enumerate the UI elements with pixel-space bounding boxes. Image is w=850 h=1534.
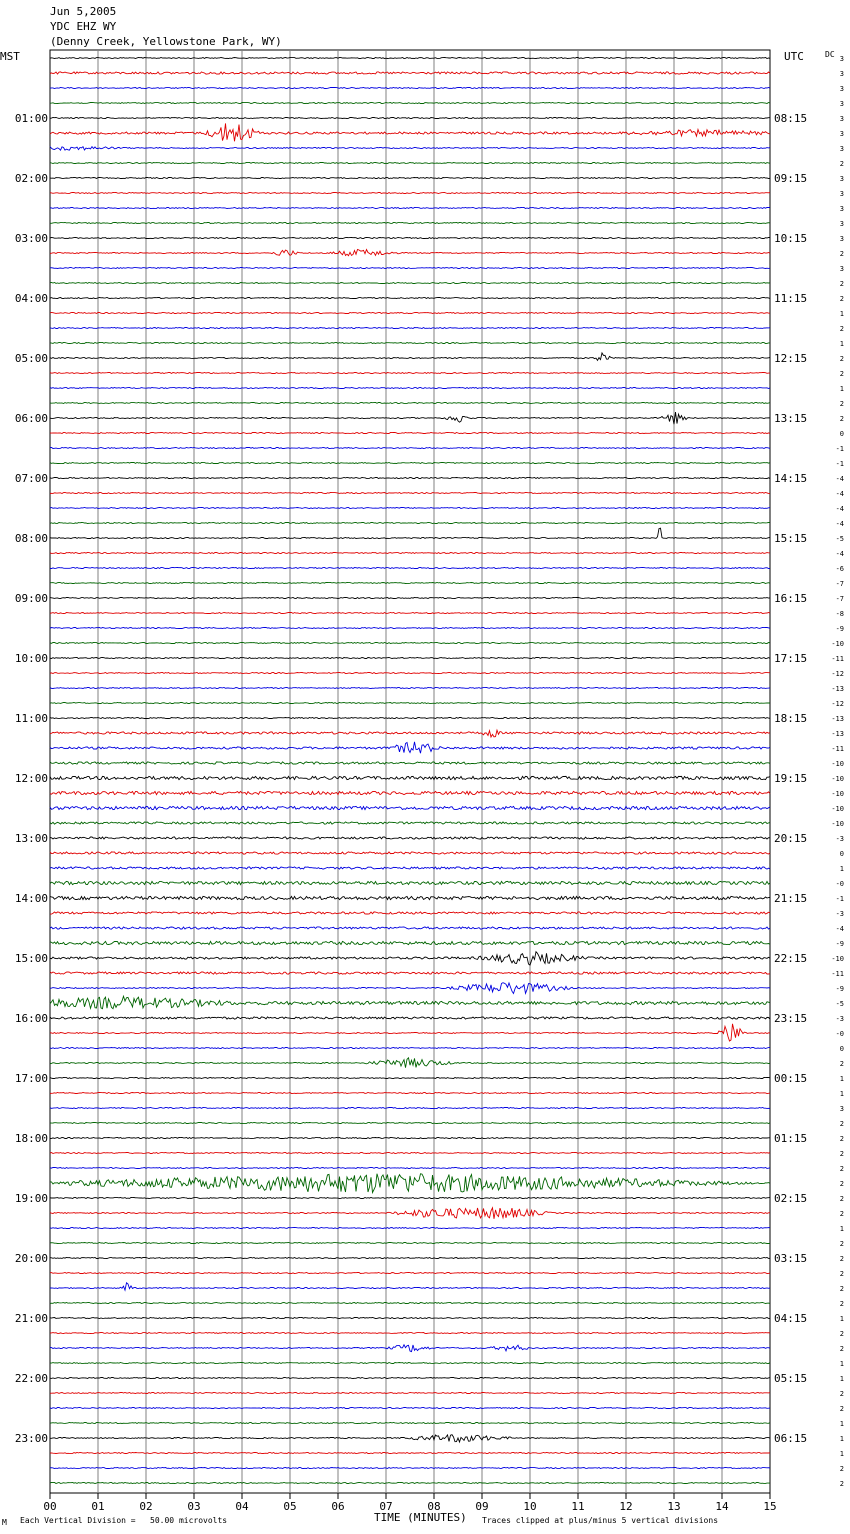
dc-offset-value: 1	[839, 1090, 844, 1098]
seismic-trace	[50, 328, 770, 329]
x-tick-label: 14	[715, 1500, 729, 1513]
seismic-trace	[50, 313, 770, 314]
seismic-trace	[50, 941, 770, 944]
dc-offset-value: 3	[839, 115, 844, 123]
seismic-trace	[50, 822, 770, 824]
seismic-trace	[50, 1017, 770, 1019]
right-hour-label: 04:15	[774, 1312, 808, 1325]
seismic-trace	[50, 1058, 770, 1068]
dc-offset-value: 2	[839, 250, 844, 258]
seismic-trace	[50, 643, 770, 644]
dc-offset-value: -13	[831, 715, 844, 723]
dc-offset-value: 3	[839, 175, 844, 183]
x-tick-label: 03	[187, 1500, 201, 1513]
seismic-trace	[50, 972, 770, 974]
dc-offset-value: -4	[835, 490, 844, 498]
seismic-trace	[50, 118, 770, 119]
dc-offset-value: -9	[835, 940, 844, 948]
seismic-trace	[50, 1048, 770, 1049]
footer-mark: M	[2, 1518, 7, 1527]
dc-offset-value: 2	[839, 370, 844, 378]
seismic-trace	[50, 730, 770, 737]
dc-offset-value: 2	[839, 355, 844, 363]
station-code: YDC EHZ WY	[50, 20, 117, 33]
left-hour-label: 10:00	[14, 652, 48, 665]
dc-offset-value: 2	[839, 325, 844, 333]
seismic-trace	[50, 72, 770, 74]
dc-offset-value: -9	[835, 985, 844, 993]
seismic-trace	[50, 1208, 770, 1219]
seismic-trace	[50, 193, 770, 194]
footer-clip-note: Traces clipped at plus/minus 5 vertical divisions	[482, 1516, 719, 1525]
dc-offset-value: 2	[839, 415, 844, 423]
seismic-trace	[50, 568, 770, 569]
seismic-trace	[50, 1483, 770, 1484]
left-hour-label: 05:00	[14, 352, 48, 365]
seismic-trace	[50, 867, 770, 869]
dc-offset-value: -4	[835, 550, 844, 558]
dc-offset-value: 2	[839, 1270, 844, 1278]
left-hour-label: 06:00	[14, 412, 48, 425]
dc-offset-value: 2	[839, 1390, 844, 1398]
seismic-trace	[50, 268, 770, 269]
seismic-trace	[50, 147, 770, 151]
seismic-trace	[50, 448, 770, 449]
right-hour-label: 18:15	[774, 712, 808, 725]
left-hour-label: 12:00	[14, 772, 48, 785]
dc-offset-value: -10	[831, 790, 844, 798]
dc-offset-value: -7	[835, 595, 844, 603]
dc-offset-value: 2	[839, 1150, 844, 1158]
footer-scale-note: Each Vertical Division = 50.00 microvolts	[20, 1516, 228, 1525]
seismic-trace	[50, 658, 770, 659]
right-hour-label: 23:15	[774, 1012, 808, 1025]
seismic-trace	[50, 952, 770, 965]
seismic-trace	[50, 742, 770, 753]
left-hour-label: 23:00	[14, 1432, 48, 1445]
dc-offset-value: -13	[831, 730, 844, 738]
seismic-trace	[50, 1453, 770, 1454]
seismic-trace	[50, 688, 770, 689]
dc-offset-value: 0	[839, 1045, 844, 1053]
dc-offset-value: 3	[839, 265, 844, 273]
plot-frame	[50, 50, 770, 1493]
x-tick-label: 01	[91, 1500, 105, 1513]
dc-offset-value: 2	[839, 1405, 844, 1413]
right-hour-label: 08:15	[774, 112, 808, 125]
seismic-trace	[50, 493, 770, 494]
dc-offset-value: 1	[839, 1225, 844, 1233]
left-timezone-label: MST	[0, 50, 20, 63]
right-hour-label: 22:15	[774, 952, 808, 965]
dc-offset-value: 1	[839, 1360, 844, 1368]
x-tick-label: 10	[523, 1500, 537, 1513]
seismic-trace	[50, 1174, 770, 1193]
dc-offset-value: -0	[835, 1030, 844, 1038]
seismic-trace	[50, 250, 770, 256]
dc-offset-value: -5	[835, 1000, 844, 1008]
dc-offset-value: 3	[839, 130, 844, 138]
seismic-trace	[50, 996, 770, 1008]
seismic-trace	[50, 88, 770, 89]
seismic-trace	[50, 238, 770, 239]
seismic-trace	[50, 223, 770, 224]
seismic-trace	[50, 1198, 770, 1199]
seismic-trace	[50, 1435, 770, 1442]
dc-offset-value: 2	[839, 1480, 844, 1488]
dc-offset-value: -10	[831, 805, 844, 813]
dc-offset-value: 1	[839, 865, 844, 873]
seismic-trace	[50, 1228, 770, 1229]
right-hour-label: 09:15	[774, 172, 808, 185]
left-hour-label: 03:00	[14, 232, 48, 245]
left-hour-label: 04:00	[14, 292, 48, 305]
left-hour-label: 11:00	[14, 712, 48, 725]
left-hour-label: 22:00	[14, 1372, 48, 1385]
dc-offset-value: 2	[839, 1330, 844, 1338]
x-tick-label: 04	[235, 1500, 249, 1513]
dc-offset-value: 2	[839, 1165, 844, 1173]
seismic-trace	[50, 343, 770, 344]
dc-offset-value: 2	[839, 295, 844, 303]
x-tick-label: 09	[475, 1500, 489, 1513]
dc-offset-value: 2	[839, 1120, 844, 1128]
dc-offset-value: -11	[831, 655, 844, 663]
dc-offset-value: 1	[839, 1435, 844, 1443]
x-tick-label: 02	[139, 1500, 153, 1513]
dc-offset-value: 2	[839, 1210, 844, 1218]
dc-offset-value: -0	[835, 880, 844, 888]
dc-offset-value: 2	[839, 1195, 844, 1203]
right-hour-label: 17:15	[774, 652, 808, 665]
seismic-trace	[50, 1078, 770, 1079]
left-hour-label: 08:00	[14, 532, 48, 545]
dc-offset-value: 3	[839, 55, 844, 63]
seismic-trace	[50, 208, 770, 209]
seismic-trace	[50, 1303, 770, 1304]
dc-offset-value: -10	[831, 760, 844, 768]
seismic-trace	[50, 762, 770, 764]
right-hour-label: 06:15	[774, 1432, 808, 1445]
seismic-trace	[50, 852, 770, 854]
seismic-trace	[50, 628, 770, 629]
right-hour-label: 16:15	[774, 592, 808, 605]
seismic-trace	[50, 478, 770, 479]
left-hour-label: 07:00	[14, 472, 48, 485]
seismic-trace	[50, 896, 770, 899]
left-hour-label: 21:00	[14, 1312, 48, 1325]
dc-offset-value: -4	[835, 475, 844, 483]
seismic-trace	[50, 912, 770, 914]
seismic-trace	[50, 1408, 770, 1409]
seismic-trace	[50, 703, 770, 704]
dc-offset-value: -12	[831, 670, 844, 678]
seismic-trace	[50, 58, 770, 59]
dc-offset-value: 2	[839, 400, 844, 408]
seismic-trace	[50, 1423, 770, 1424]
seismic-trace	[50, 613, 770, 614]
seismic-trace	[50, 791, 770, 794]
dc-offset-value: 2	[839, 280, 844, 288]
x-tick-label: 07	[379, 1500, 393, 1513]
dc-offset-value: -1	[835, 445, 844, 453]
dc-offset-value: -3	[835, 835, 844, 843]
dc-offset-value: 3	[839, 145, 844, 153]
seismic-trace	[50, 103, 770, 104]
left-hour-label: 09:00	[14, 592, 48, 605]
dc-offset-value: -12	[831, 700, 844, 708]
seismic-trace	[50, 433, 770, 434]
right-hour-label: 02:15	[774, 1192, 808, 1205]
seismic-trace	[50, 673, 770, 674]
seismic-trace	[50, 927, 770, 929]
station-location: (Denny Creek, Yellowstone Park, WY)	[50, 35, 282, 48]
left-hour-label: 20:00	[14, 1252, 48, 1265]
dc-offset-value: -1	[835, 460, 844, 468]
dc-offset-value: 0	[839, 850, 844, 858]
seismic-trace	[50, 298, 770, 299]
dc-offset-value: -3	[835, 1015, 844, 1023]
dc-offset-value: 2	[839, 1345, 844, 1353]
dc-offset-value: -11	[831, 745, 844, 753]
seismic-trace	[50, 283, 770, 284]
right-hour-label: 00:15	[774, 1072, 808, 1085]
seismic-trace	[50, 528, 770, 538]
seismic-trace	[50, 1243, 770, 1244]
seismic-trace	[50, 1168, 770, 1169]
x-tick-label: 13	[667, 1500, 681, 1513]
dc-offset-value: -10	[831, 955, 844, 963]
seismic-trace	[50, 983, 770, 994]
x-tick-label: 11	[571, 1500, 585, 1513]
dc-offset-value: -13	[831, 685, 844, 693]
seismic-trace	[50, 388, 770, 389]
x-tick-label: 08	[427, 1500, 441, 1513]
seismic-trace	[50, 1468, 770, 1469]
seismic-trace	[50, 776, 770, 779]
dc-offset-value: 2	[839, 1180, 844, 1188]
dc-offset-value: 3	[839, 85, 844, 93]
x-axis-title: TIME (MINUTES)	[374, 1511, 467, 1524]
dc-offset-value: -4	[835, 925, 844, 933]
right-timezone-label: UTC	[784, 50, 804, 63]
dc-offset-value: 2	[839, 1465, 844, 1473]
dc-offset-value: 1	[839, 1315, 844, 1323]
seismic-trace	[50, 1283, 770, 1290]
seismic-trace	[50, 718, 770, 719]
left-hour-label: 13:00	[14, 832, 48, 845]
seismic-trace	[50, 508, 770, 509]
seismic-trace	[50, 523, 770, 524]
dc-offset-value: 2	[839, 1240, 844, 1248]
seismic-trace	[50, 1273, 770, 1274]
dc-offset-value: 2	[839, 1060, 844, 1068]
right-hour-label: 05:15	[774, 1372, 808, 1385]
right-hour-label: 01:15	[774, 1132, 808, 1145]
right-hour-label: 03:15	[774, 1252, 808, 1265]
seismic-trace	[50, 1024, 770, 1041]
dc-offset-value: -1	[835, 895, 844, 903]
dc-offset-value: -9	[835, 625, 844, 633]
dc-offset-value: -8	[835, 610, 844, 618]
dc-offset-value: 2	[839, 1135, 844, 1143]
seismic-trace	[50, 163, 770, 164]
x-tick-label: 15	[763, 1500, 777, 1513]
seismic-trace	[50, 1108, 770, 1109]
dc-offset-value: 0	[839, 430, 844, 438]
left-hour-label: 01:00	[14, 112, 48, 125]
dc-offset-value: -10	[831, 640, 844, 648]
x-tick-label: 00	[43, 1500, 57, 1513]
seismic-trace	[50, 403, 770, 404]
seismic-trace	[50, 598, 770, 599]
right-hour-label: 14:15	[774, 472, 808, 485]
right-hour-label: 21:15	[774, 892, 808, 905]
left-hour-label: 19:00	[14, 1192, 48, 1205]
dc-offset-value: -7	[835, 580, 844, 588]
dc-offset-value: 1	[839, 385, 844, 393]
left-hour-label: 16:00	[14, 1012, 48, 1025]
seismic-trace	[50, 1123, 770, 1124]
dc-offset-value: 3	[839, 205, 844, 213]
seismic-trace	[50, 373, 770, 374]
dc-offset-value: -4	[835, 520, 844, 528]
dc-offset-value: 1	[839, 1450, 844, 1458]
dc-offset-value: -3	[835, 910, 844, 918]
dc-offset-value: -5	[835, 535, 844, 543]
dc-offset-header: DC	[825, 50, 835, 59]
dc-offset-value: -10	[831, 775, 844, 783]
right-hour-label: 20:15	[774, 832, 808, 845]
left-hour-label: 15:00	[14, 952, 48, 965]
dc-offset-value: -4	[835, 505, 844, 513]
dc-offset-value: -10	[831, 820, 844, 828]
right-hour-label: 15:15	[774, 532, 808, 545]
right-hour-label: 13:15	[774, 412, 808, 425]
seismic-trace	[50, 1318, 770, 1319]
dc-offset-value: 3	[839, 235, 844, 243]
dc-offset-value: 3	[839, 100, 844, 108]
seismic-trace	[50, 806, 770, 809]
seismic-trace	[50, 463, 770, 464]
left-hour-label: 18:00	[14, 1132, 48, 1145]
seismic-trace	[50, 1393, 770, 1394]
x-tick-label: 12	[619, 1500, 633, 1513]
x-tick-label: 06	[331, 1500, 345, 1513]
seismic-trace	[50, 1378, 770, 1379]
dc-offset-value: 1	[839, 1420, 844, 1428]
left-hour-label: 02:00	[14, 172, 48, 185]
seismic-trace	[50, 881, 770, 884]
dc-offset-value: -6	[835, 565, 844, 573]
dc-offset-value: 1	[839, 340, 844, 348]
left-hour-label: 14:00	[14, 892, 48, 905]
dc-offset-value: 2	[839, 160, 844, 168]
seismic-trace	[50, 1093, 770, 1094]
dc-offset-value: 1	[839, 1075, 844, 1083]
dc-offset-value: 2	[839, 1285, 844, 1293]
seismic-trace	[50, 353, 770, 361]
dc-offset-value: 3	[839, 1105, 844, 1113]
dc-offset-value: 3	[839, 70, 844, 78]
right-hour-label: 10:15	[774, 232, 808, 245]
seismic-trace	[50, 178, 770, 179]
right-hour-label: 19:15	[774, 772, 808, 785]
seismic-trace	[50, 123, 770, 141]
right-hour-label: 11:15	[774, 292, 808, 305]
seismic-trace	[50, 583, 770, 584]
seismic-trace	[50, 837, 770, 839]
dc-offset-value: 1	[839, 1375, 844, 1383]
dc-offset-value: 2	[839, 1255, 844, 1263]
seismic-trace	[50, 1333, 770, 1334]
left-hour-label: 17:00	[14, 1072, 48, 1085]
seismic-trace	[50, 1138, 770, 1139]
dc-offset-value: 3	[839, 190, 844, 198]
right-hour-label: 12:15	[774, 352, 808, 365]
dc-offset-value: 1	[839, 310, 844, 318]
dc-offset-value: 2	[839, 1300, 844, 1308]
seismic-trace	[50, 1363, 770, 1364]
chart-date: Jun 5,2005	[50, 5, 117, 18]
dc-offset-value: 3	[839, 220, 844, 228]
dc-offset-value: -11	[831, 970, 844, 978]
seismic-trace	[50, 412, 770, 424]
seismic-trace	[50, 553, 770, 554]
seismic-trace	[50, 1345, 770, 1352]
x-tick-label: 05	[283, 1500, 297, 1513]
seismic-trace	[50, 1258, 770, 1259]
seismic-trace	[50, 1153, 770, 1154]
